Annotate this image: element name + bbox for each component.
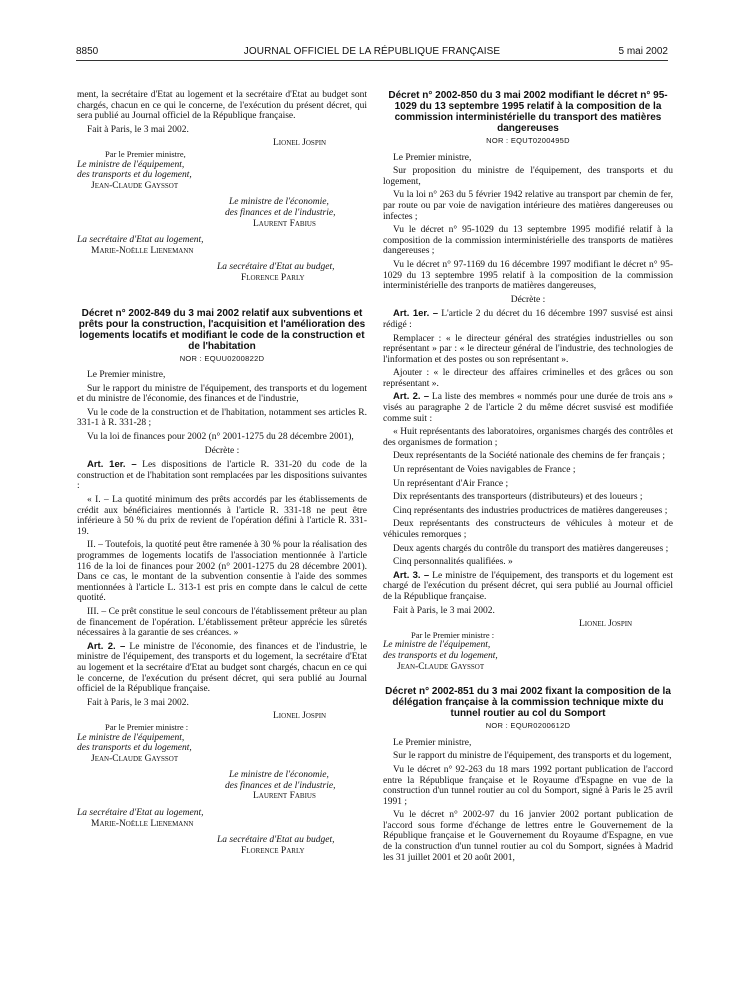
- article-text: Le ministre de l'équipement, des transports et du logement est chargé de l'exécution du présent décret, qui sera publié au Journal officiel de la République française.: [383, 570, 673, 602]
- article-1: [77, 460, 367, 492]
- continuation-paragraph: ment, la secrétaire d'Etat au logement et la secrétaire d'Etat au budget sont chargés, chacun en ce qui le concerne, de l'exécution du présent décret, qui sera publié au Journal officiel de la République française.: [77, 90, 367, 122]
- article-1-para-iii: III. – Ce prêt constitue le seul concours de l'établissement prêteur au plan de financement de l'opération. L'établissement prêteur apprécie les sûretés nécessaires à la garantie de ses créances. »: [77, 606, 367, 639]
- issue-date: 5 mai 2002: [618, 46, 668, 57]
- decree-title: Décret n° 2002-850 du 3 mai 2002 modifiant le décret n° 95-1029 du 13 septembre 1995 relatif à la composition de la commission interministérielle du transport des matières dangereuses: [388, 90, 668, 134]
- secretary-name: Florence Parly: [241, 845, 305, 856]
- rapport-paragraph: Sur le rapport du ministre de l'équipement, des transports et du logement et du ministre de l'économie, des finances et de l'industrie,: [77, 383, 367, 405]
- minister-title: Le ministre de l'équipement,: [77, 732, 185, 743]
- secretary-name: Marie-Noëlle Lienemann: [91, 818, 194, 829]
- fait-line: Fait à Paris, le 3 mai 2002.: [87, 697, 189, 708]
- par-le-premier-ministre: Par le Premier ministre,: [105, 148, 186, 159]
- article-label: Art. 2. –: [393, 391, 429, 403]
- article-1: [383, 309, 673, 330]
- list-item: Dix représentants des transporteurs (distributeurs) et des loueurs ;: [393, 492, 643, 503]
- right-column: [383, 90, 673, 866]
- vu-paragraph: Vu le décret n° 92-263 du 18 mars 1992 portant publication de l'accord entre la République française et le Royaume d'Espagne en vue de la construction d'un tunnel routier au col du Somport, signé à Paris le 25 avril 1991 ;: [383, 764, 673, 807]
- article-1-para-i: « I. – La quotité minimum des prêts accordés par les établissements de crédit aux bénéficiaires mentionnés à l'article R. 331-18 ne peut être inférieure à 50 % du prix de revient de l'opération défini à l'article R. 331-19.: [77, 495, 367, 537]
- ajouter-paragraph: Ajouter : « le directeur des affaires criminelles et des grâces ou son représentant ».: [383, 368, 673, 389]
- article-label: Art. 1er. –: [87, 459, 137, 471]
- vu-paragraph: Vu la loi de finances pour 2002 (n° 2001-1275 du 28 décembre 2001),: [87, 432, 354, 443]
- premier-ministre: Le Premier ministre,: [87, 370, 166, 381]
- premier-ministre: Le Premier ministre,: [393, 152, 472, 163]
- article-text: Le ministre de l'économie, des finances et de l'industrie, le ministre de l'équipement, des transports et du logement, la secrétaire d'Etat au logement et la secrétaire d'Etat au budget sont chargés, chacun en ce qui le concerne, de l'exécution du présent décret, qui sera publié au Journal officiel de la République française.: [77, 641, 367, 695]
- proposition-paragraph: Sur proposition du ministre de l'équipement, des transports et du logement,: [383, 166, 673, 187]
- vu-paragraph: Vu le décret n° 95-1029 du 13 septembre 1995 modifié relatif à la composition de la commission interministérielle des transports de matières dangereuses ;: [383, 225, 673, 257]
- header-rule: [76, 60, 668, 61]
- left-column: [77, 90, 367, 856]
- vu-paragraph: Vu le décret n° 2002-97 du 16 janvier 2002 portant publication de l'accord sous forme d'échange de lettres entre le Gouvernement de la République française et le Gouvernement du Royaume d'Espagne, en vue de la construction d'un tunnel routier au col du Somport, signées à Madrid les 31 juillet 2001 et 20 août 2001,: [383, 810, 673, 863]
- list-item: Un représentant d'Air France ;: [393, 478, 509, 489]
- list-item: Cinq représentants des industries productrices de matières dangereuses ;: [393, 505, 668, 516]
- remplacer-paragraph: Remplacer : « le directeur général des stratégies industrielles ou son représentant » par : « le directeur général de l'industrie, des technologies de l'information et des postes ou son représentant ».: [383, 333, 673, 365]
- article-text: L'article 2 du décret du 16 décembre 1997 susvisé est ainsi rédigé :: [383, 309, 673, 330]
- decree-title: Décret n° 2002-849 du 3 mai 2002 relatif aux subventions et prêts pour la construction, l'acquisition et l'amélioration des logements locatifs et modifiant le code de la construction et de l'habitation: [78, 307, 366, 352]
- article-1-para-ii: II. – Toutefois, la quotité peut être ramenée à 30 % pour la réalisation des programmes de logements locatifs de l'association mentionnée à l'article 116 de la loi de finances pour 2002 (n° 2001-1275 du 28 décembre 2001). Dans ce cas, le montant de la subvention consentie à l'aide des sommes mentionnées à l'article L. 313-1 est pris en compte dans le calcul de cette quotité.: [77, 540, 367, 604]
- list-item: Deux représentants de la Société nationale des chemins de fer français ;: [393, 451, 665, 462]
- article-label: Art. 1er. –: [393, 308, 438, 320]
- article-text: La liste des membres « nommés pour une durée de trois ans » visés au paragraphe 2 de l'article 2 du même décret susvisé est modifiée comme suit :: [383, 392, 673, 424]
- minister-name: Laurent Fabius: [253, 218, 316, 229]
- secretary-title: La secrétaire d'Etat au logement,: [77, 808, 204, 819]
- decrete: Décrète :: [510, 294, 546, 305]
- vu-paragraph: Vu le décret n° 97-1169 du 16 décembre 1997 modifiant le décret n° 95-1029 du 13 septembre 1995 relatif à la composition de la commission interministérielle des tranports de matières dangereuses,: [383, 259, 673, 292]
- vu-paragraph: Vu la loi n° 263 du 5 février 1942 relative au transport par chemin de fer, par route ou par voie de navigation intérieure des matières dangereuses ou infectes ;: [383, 190, 673, 222]
- article-text: Les dispositions de l'article R. 331-20 du code de la construction et de l'habitation sont remplacées par les dispositions suivantes :: [77, 460, 367, 492]
- par-le-premier-ministre: Par le Premier ministre :: [411, 629, 495, 640]
- minister-title: Le ministre de l'équipement,: [77, 159, 185, 170]
- minister-name: Jean-Claude Gayssot: [91, 180, 179, 191]
- journal-title: JOURNAL OFFICIEL DE LA RÉPUBLIQUE FRANÇAISE: [243, 46, 501, 57]
- secretary-name: Marie-Noëlle Lienemann: [91, 245, 194, 256]
- minister-title: Le ministre de l'équipement,: [383, 640, 491, 651]
- fait-line: Fait à Paris, le 3 mai 2002.: [87, 124, 189, 135]
- list-item: Un représentant de Voies navigables de France ;: [393, 465, 576, 476]
- article-3: [383, 571, 673, 603]
- minister-title: Le ministre de l'économie,: [229, 770, 329, 781]
- article-2: [383, 392, 673, 424]
- page-number: 8850: [76, 46, 99, 57]
- minister-title: des transports et du logement,: [77, 743, 192, 754]
- minister-title: des transports et du logement,: [383, 650, 498, 661]
- article-label: Art. 3. –: [393, 569, 430, 581]
- nor-code: NOR : EQUU0200822D: [179, 353, 265, 363]
- secretary-title: La secrétaire d'Etat au logement,: [77, 235, 204, 246]
- list-item: Deux représentants des constructeurs de véhicules à moteur et de véhicules remorques ;: [383, 519, 673, 540]
- list-item: « Huit représentants des laboratoires, organismes chargés des contrôles et des organismes de formation ;: [383, 427, 673, 448]
- premier-ministre: Le Premier ministre,: [393, 737, 472, 748]
- article-label: Art. 2. –: [87, 640, 126, 652]
- secretary-name: Florence Parly: [241, 272, 305, 283]
- list-item: Deux agents chargés du contrôle du transport des matières dangereuses ;: [393, 543, 669, 554]
- decrete: Décrète :: [204, 445, 240, 456]
- minister-name: Jean-Claude Gayssot: [397, 661, 485, 672]
- decree-title: Décret n° 2002-851 du 3 mai 2002 fixant la composition de la délégation française à la commission technique mixte du tunnel routier au col du Somport: [385, 686, 671, 720]
- secretary-title: La secrétaire d'Etat au budget,: [217, 262, 335, 273]
- par-le-premier-ministre: Par le Premier ministre :: [105, 721, 189, 732]
- nor-code: NOR : EQUT0200495D: [486, 136, 570, 145]
- rapport-paragraph: Sur le rapport du ministre de l'équipement, des transports et du logement,: [393, 751, 672, 762]
- vu-paragraph: Vu le code de la construction et de l'habitation, notamment ses articles R. 331-1 à R. 331-28 ;: [77, 407, 367, 429]
- minister-name: Laurent Fabius: [253, 791, 316, 802]
- minister-name: Jean-Claude Gayssot: [91, 753, 179, 764]
- article-2: [77, 642, 367, 695]
- fait-line: Fait à Paris, le 3 mai 2002.: [393, 605, 495, 616]
- minister-title: Le ministre de l'économie,: [229, 197, 329, 208]
- minister-title: des finances et de l'industrie,: [225, 207, 336, 218]
- signatory-pm: Lionel Jospin: [273, 138, 327, 149]
- signatory-pm: Lionel Jospin: [579, 619, 633, 630]
- minister-title: des transports et du logement,: [77, 170, 192, 181]
- list-item: Cinq personnalités qualifiées. »: [393, 557, 513, 568]
- nor-code: NOR : EQUR0200612D: [485, 721, 571, 731]
- page-header: [76, 46, 668, 60]
- minister-title: des finances et de l'industrie,: [225, 780, 336, 791]
- secretary-title: La secrétaire d'Etat au budget,: [217, 835, 335, 846]
- signatory-pm: Lionel Jospin: [273, 711, 327, 722]
